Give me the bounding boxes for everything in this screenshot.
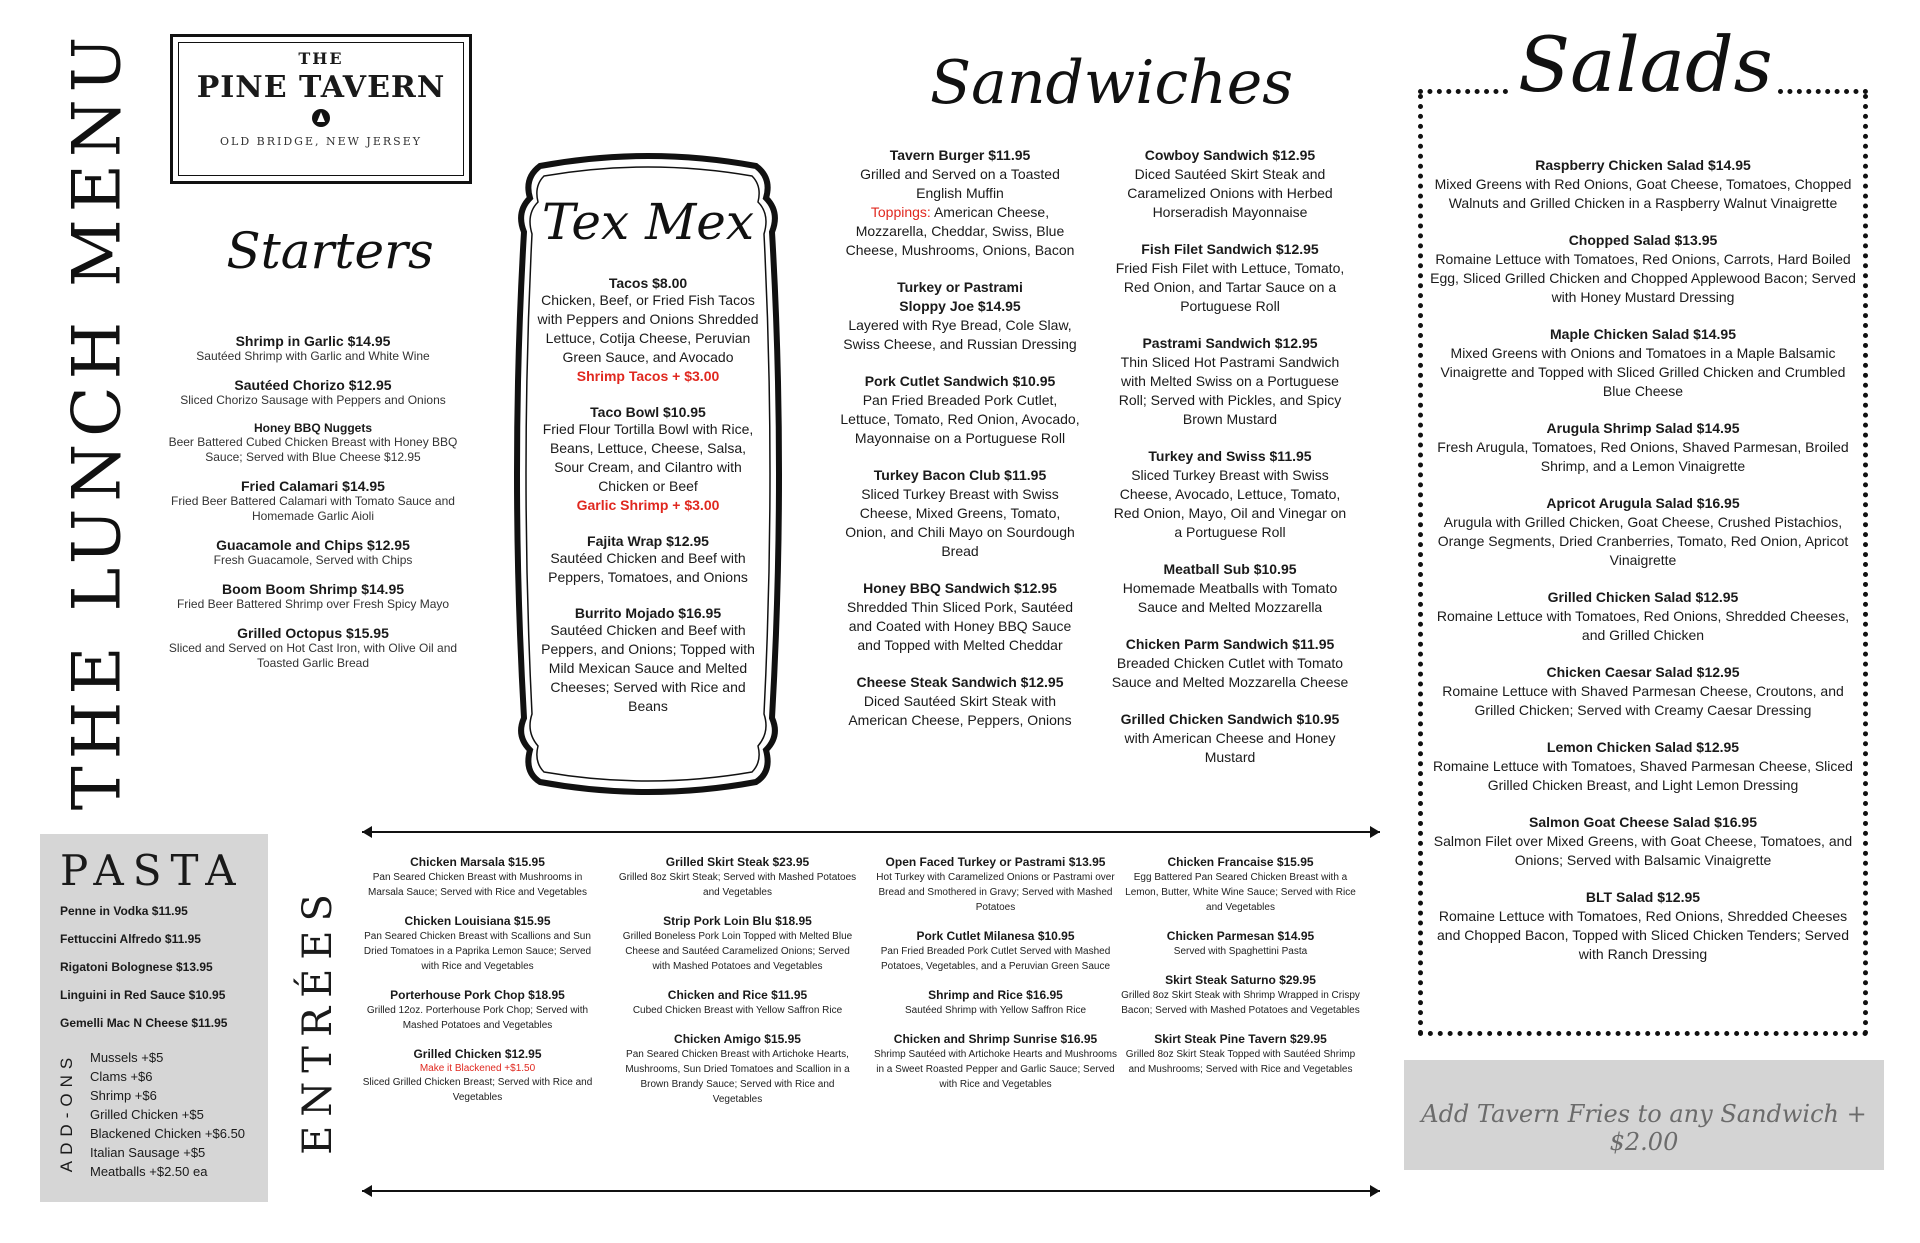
menu-item	[1110, 334, 1350, 429]
lunch-menu-title	[52, 29, 142, 811]
item-name: Grilled Chicken $12.95	[413, 1047, 542, 1061]
item-name: Cheese Steak Sandwich $12.95	[856, 674, 1064, 690]
menu-item	[1428, 419, 1858, 476]
menu-item	[840, 372, 1080, 448]
item-name: Open Faced Turkey or Pastrami $13.95	[885, 855, 1106, 869]
item-desc: Romaine Lettuce with Shaved Parmesan Cheese, Croutons, and Grilled Chicken; Served with Creamy Caesar Dressing	[1442, 683, 1844, 718]
menu-item	[873, 1032, 1118, 1092]
texmex-heading: Tex Mex	[541, 193, 755, 251]
item-desc: Grilled 8oz Skirt Steak; Served with Mashed Potatoes and Vegetables	[618, 872, 857, 898]
menu-item	[1110, 447, 1350, 542]
salads-top-dots-left	[1418, 89, 1508, 94]
logo-the: THE	[298, 49, 344, 68]
entrees-column-3	[873, 855, 1118, 1106]
logo-location: OLD BRIDGE, NEW JERSEY	[220, 135, 422, 148]
item-name: Turkey Bacon Club $11.95	[873, 467, 1047, 483]
menu-item	[168, 625, 458, 671]
item-desc: Sliced and Served on Hot Cast Iron, with Olive Oil and Toasted Garlic Bread	[168, 641, 458, 670]
menu-item	[168, 537, 458, 568]
item-desc: Sliced Chorizo Sausage with Peppers and Onions	[180, 393, 446, 407]
item-name: Cowboy Sandwich $12.95	[1144, 147, 1316, 163]
pasta-item: Fettuccini Alfredo $11.95	[60, 932, 201, 946]
item-desc: Sliced Turkey Breast with Swiss Cheese, Mixed Greens, Tomato, Onion, and Chili Mayo on Sourdough Bread	[845, 486, 1075, 559]
toppings-line	[840, 203, 1080, 260]
menu-item	[1110, 146, 1350, 222]
entrees-top-arrow	[362, 831, 1380, 833]
item-desc: Grilled 8oz Skirt Steak Topped with Sautéed Shrimp and Mushrooms; Served with Rice and Vegetables	[1125, 1049, 1356, 1075]
item-desc: Shrimp Sautéed with Artichoke Hearts and Mushrooms in a Sweet Roasted Pepper and Garlic Sauce; Served with Rice and Vegetables	[874, 1049, 1117, 1090]
addons-heading-text: ADD-ONS	[57, 1051, 76, 1173]
item-addon: Shrimp Tacos + $3.00	[576, 368, 720, 384]
item-desc: Romaine Lettuce with Tomatoes, Red Onions, Shredded Cheeses, and Grilled Chicken	[1436, 608, 1850, 643]
item-name: Raspberry Chicken Salad $14.95	[1535, 157, 1751, 173]
item-name: Turkey or Pastrami	[897, 279, 1023, 295]
item-name: Porterhouse Pork Chop $18.95	[390, 988, 565, 1002]
item-desc: Fresh Arugula, Tomatoes, Red Onions, Shaved Parmesan, Broiled Shrimp, and a Lemon Vinaigrette	[1437, 439, 1849, 474]
item-name: Grilled Skirt Steak $23.95	[665, 855, 810, 869]
menu-item	[615, 855, 860, 900]
item-name: Guacamole and Chips $12.95	[216, 537, 410, 553]
item-desc: Layered with Rye Bread, Cole Slaw, Swiss Cheese, and Russian Dressing	[843, 317, 1077, 352]
addons-list	[90, 1048, 260, 1181]
item-name: Chicken Parm Sandwich $11.95	[1125, 636, 1335, 652]
starters-list	[168, 333, 458, 684]
item-desc: Romaine Lettuce with Tomatoes, Red Onions, Shredded Cheeses and Chopped Bacon, Topped with Sliced Chicken Tenders; Served with Ranch Dressing	[1437, 908, 1849, 962]
menu-item	[840, 579, 1080, 655]
item-name: Turkey and Swiss $11.95	[1148, 448, 1312, 464]
menu-item	[840, 466, 1080, 561]
entrees-column-1	[355, 855, 600, 1119]
item-desc: Salmon Filet over Mixed Greens, with Goat Cheese, Tomatoes, and Onions; Served with Balsamic Vinaigrette	[1433, 833, 1853, 868]
item-name: Pastrami Sandwich $12.95	[1142, 335, 1318, 351]
menu-item	[535, 533, 761, 587]
item-name: Fried Calamari $14.95	[241, 478, 385, 494]
item-name: Honey BBQ Nuggets	[253, 421, 372, 435]
item-name: Grilled Chicken Sandwich $10.95	[1120, 711, 1340, 727]
add-fries-banner	[1404, 1060, 1884, 1170]
menu-item	[1110, 240, 1350, 316]
item-desc: Hot Turkey with Caramelized Onions or Pastrami over Bread and Smothered in Gravy; Served with Mashed Potatoes	[876, 872, 1115, 913]
item-name-line2: Sloppy Joe $14.95	[899, 298, 1021, 314]
item-name: Boom Boom Shrimp $14.95	[221, 581, 405, 597]
menu-item	[535, 605, 761, 716]
starters-heading: Starters	[226, 222, 434, 280]
item-name: Apricot Arugula Salad $16.95	[1546, 495, 1740, 511]
menu-item	[168, 581, 458, 612]
item-name: Burrito Mojado $16.95	[574, 605, 722, 621]
item-desc: Romaine Lettuce with Tomatoes, Red Onions, Carrots, Hard Boiled Egg, Sliced Grilled Chicken and Chopped Applewood Bacon; Served with Honey Mustard Dressing	[1430, 251, 1856, 305]
menu-item	[873, 988, 1118, 1018]
menu-item	[840, 673, 1080, 730]
sandwiches-left-column	[840, 146, 1080, 748]
item-name: Chicken Marsala $15.95	[410, 855, 545, 869]
entrees-column-2	[615, 855, 860, 1121]
menu-item	[168, 333, 458, 364]
item-name: Pork Cutlet Sandwich $10.95	[864, 373, 1056, 389]
menu-item	[1428, 738, 1858, 795]
item-desc: Fresh Guacamole, Served with Chips	[213, 553, 413, 567]
menu-item	[355, 914, 600, 974]
menu-item	[168, 377, 458, 408]
entrees-column-4	[1118, 855, 1363, 1091]
sandwiches-right-column	[1110, 146, 1350, 785]
menu-item	[1428, 494, 1858, 570]
addon-item: Meatballs +$2.50 ea	[90, 1164, 208, 1179]
salads-heading: Salads	[1518, 20, 1773, 109]
item-name: Honey BBQ Sandwich $12.95	[863, 580, 1057, 596]
pasta-item: Gemelli Mac N Cheese $11.95	[60, 1016, 228, 1030]
menu-item	[1118, 929, 1363, 959]
item-name: Chicken Amigo $15.95	[674, 1032, 801, 1046]
sandwiches-heading: Sandwiches	[930, 48, 1294, 118]
item-desc: Fried Flour Tortilla Bowl with Rice, Beans, Lettuce, Cheese, Salsa, Sour Cream, and Cilantro with Chicken or Beef	[542, 421, 754, 494]
pasta-item: Rigatoni Bolognese $13.95	[60, 960, 213, 974]
addon-item: Grilled Chicken +$5	[90, 1107, 204, 1122]
entrees-heading-text: ENTRÉES	[295, 885, 341, 1155]
item-desc: Homemade Meatballs with Tomato Sauce and Melted Mozzarella	[1122, 580, 1338, 615]
item-addon: Make it Blackened +$1.50	[419, 1063, 536, 1074]
item-desc: with American Cheese and Honey Mustard	[1124, 730, 1336, 765]
menu-item	[1118, 1032, 1363, 1077]
item-name: Maple Chicken Salad $14.95	[1550, 326, 1736, 342]
menu-item	[1428, 813, 1858, 870]
lunch-menu-title-text: THE LUNCH MENU	[58, 29, 136, 811]
item-desc: Grilled and Served on a Toasted English Muffin	[860, 166, 1060, 201]
toppings-label: Toppings:	[870, 204, 931, 220]
entrees-bottom-arrow	[362, 1190, 1380, 1192]
menu-item	[1428, 588, 1858, 645]
item-name: Chicken Parmesan $14.95	[1166, 929, 1315, 943]
logo-name: PINE TAVERN	[196, 70, 446, 105]
item-desc: Diced Sautéed Skirt Steak and Caramelized Onions with Herbed Horseradish Mayonnaise	[1127, 166, 1333, 220]
menu-item	[1110, 635, 1350, 692]
item-name: Salmon Goat Cheese Salad $16.95	[1529, 814, 1757, 830]
menu-item	[873, 929, 1118, 974]
menu-item	[840, 146, 1080, 260]
item-name: Shrimp in Garlic $14.95	[235, 333, 391, 349]
menu-item	[1428, 888, 1858, 964]
pasta-heading: PASTA	[60, 846, 245, 895]
pine-tavern-logo	[170, 34, 472, 184]
menu-item	[535, 275, 761, 386]
item-desc: Pan Fried Breaded Pork Cutlet, Lettuce, Tomato, Red Onion, Avocado, Mayonnaise on a Portuguese Roll	[840, 392, 1080, 446]
item-name: Chicken Louisiana $15.95	[404, 914, 551, 928]
item-name: Strip Pork Loin Blu $18.95	[663, 914, 812, 928]
menu-item	[1428, 156, 1858, 213]
salads-top-dots-right	[1778, 89, 1868, 94]
menu-item	[355, 855, 600, 900]
item-desc: Beer Battered Cubed Chicken Breast with Honey BBQ Sauce; Served with Blue Cheese $12.95	[168, 435, 458, 464]
item-desc: Cubed Chicken Breast with Yellow Saffron Rice	[632, 1005, 843, 1016]
item-desc: Fried Beer Battered Shrimp over Fresh Spicy Mayo	[176, 597, 450, 611]
item-name: Pork Cutlet Milanesa $10.95	[916, 929, 1075, 943]
item-desc: Fried Beer Battered Calamari with Tomato Sauce and Homemade Garlic Aioli	[171, 494, 455, 523]
menu-item	[1428, 663, 1858, 720]
menu-item	[1428, 231, 1858, 307]
pine-tree-icon	[312, 109, 330, 127]
item-name: Arugula Shrimp Salad $14.95	[1546, 420, 1740, 436]
menu-item	[873, 855, 1118, 915]
salads-list	[1428, 156, 1858, 982]
menu-item	[535, 404, 761, 515]
item-name: Tacos $8.00	[608, 275, 688, 291]
item-desc: Mixed Greens with Onions and Tomatoes in a Maple Balsamic Vinaigrette and Topped with Sliced Grilled Chicken and Crumbled Blue Cheese	[1440, 345, 1846, 399]
item-desc: Pan Fried Breaded Pork Cutlet Served with Mashed Potatoes, Vegetables, and a Peruvian Green Sauce	[880, 946, 1111, 972]
item-desc: Pan Seared Chicken Breast with Mushrooms in Marsala Sauce; Served with Rice and Vegetables	[367, 872, 587, 898]
item-desc: Grilled Boneless Pork Loin Topped with Melted Blue Cheese and Sautéed Caramelized Onions; Served with Mashed Potatoes and Vegetables	[622, 931, 853, 972]
item-desc: Thin Sliced Hot Pastrami Sandwich with Melted Swiss on a Portuguese Roll; Served with Pickles, and Spicy Brown Mustard	[1118, 354, 1342, 427]
item-name: Meatball Sub $10.95	[1163, 561, 1297, 577]
menu-item	[355, 1047, 600, 1105]
item-name: Taco Bowl $10.95	[590, 404, 706, 420]
addon-item: Clams +$6	[90, 1069, 153, 1084]
item-desc: Sautéed Chicken and Beef with Peppers, and Onions; Topped with Mild Mexican Sauce and Melted Cheeses; Served with Rice and Beans	[541, 622, 755, 714]
add-fries-text: Add Tavern Fries to any Sandwich + $2.00	[1421, 1100, 1867, 1156]
item-name: BLT Salad $12.95	[1585, 889, 1701, 905]
item-name: Chicken Francaise $15.95	[1167, 855, 1314, 869]
item-desc: Breaded Chicken Cutlet with Tomato Sauce and Melted Mozzarella Cheese	[1111, 655, 1349, 690]
item-desc: Egg Battered Pan Seared Chicken Breast with a Lemon, Butter, White Wine Sauce; Served with Rice and Vegetables	[1125, 872, 1356, 913]
item-name: Sautéed Chorizo $12.95	[234, 377, 392, 393]
menu-item	[1118, 855, 1363, 915]
item-desc: Sliced Grilled Chicken Breast; Served with Rice and Vegetables	[362, 1077, 593, 1103]
menu-item	[840, 278, 1080, 354]
menu-item	[615, 1032, 860, 1107]
item-desc: Shredded Thin Sliced Pork, Sautéed and Coated with Honey BBQ Sauce and Topped with Melted Cheddar	[846, 599, 1074, 653]
item-addon: Garlic Shrimp + $3.00	[576, 497, 720, 513]
item-desc: Romaine Lettuce with Tomatoes, Shaved Parmesan Cheese, Sliced Grilled Chicken Breast, and Light Lemon Dressing	[1433, 758, 1853, 793]
item-desc: Mixed Greens with Red Onions, Goat Cheese, Tomatoes, Chopped Walnuts and Grilled Chicken in a Raspberry Walnut Vinaigrette	[1434, 176, 1852, 211]
addon-item: Shrimp +$6	[90, 1088, 157, 1103]
addon-item: Mussels +$5	[90, 1050, 164, 1065]
item-name: Chicken and Shrimp Sunrise $16.95	[893, 1032, 1098, 1046]
toppings-list: American Cheese, Mozzarella, Cheddar, Swiss, Blue Cheese, Mushrooms, Onions, Bacon	[845, 204, 1075, 258]
item-desc: Pan Seared Chicken Breast with Artichoke Hearts, Mushrooms, Sun Dried Tomatoes and Scallion in a Brown Brandy Sauce; Served with Rice and Vegetables	[625, 1049, 850, 1105]
item-name: Fish Filet Sandwich $12.95	[1141, 241, 1319, 257]
menu-item	[1428, 325, 1858, 401]
pasta-list	[60, 904, 260, 1044]
item-name: Chicken and Rice $11.95	[667, 988, 808, 1002]
item-desc: Grilled 12oz. Porterhouse Pork Chop; Served with Mashed Potatoes and Vegetables	[366, 1005, 589, 1031]
menu-item	[355, 988, 600, 1033]
item-name: Fajita Wrap $12.95	[587, 533, 709, 549]
addons-heading	[50, 1044, 84, 1180]
item-desc: Sautéed Chicken and Beef with Peppers, Tomatoes, and Onions	[548, 550, 748, 585]
pasta-item: Linguini in Red Sauce $10.95	[60, 988, 226, 1002]
item-desc: Served with Spaghettini Pasta	[1173, 946, 1308, 957]
menu-item	[1110, 710, 1350, 767]
menu-item	[168, 478, 458, 524]
item-name: Shrimp and Rice $16.95	[928, 988, 1063, 1002]
item-name: Chicken Caesar Salad $12.95	[1546, 664, 1740, 680]
item-name: Lemon Chicken Salad $12.95	[1546, 739, 1740, 755]
item-desc: Arugula with Grilled Chicken, Goat Cheese, Crushed Pistachios, Orange Segments, Dried Cranberries, Tomato, Red Onion, Apricot Vinaigrette	[1437, 514, 1849, 568]
addon-item: Italian Sausage +$5	[90, 1145, 206, 1160]
item-desc: Grilled 8oz Skirt Steak with Shrimp Wrapped in Crispy Bacon; Served with Mashed Potatoes and Vegetables	[1121, 990, 1360, 1016]
item-name: Grilled Chicken Salad $12.95	[1547, 589, 1739, 605]
item-desc: Sautéed Shrimp with Yellow Saffron Rice	[904, 1005, 1087, 1016]
item-desc: Sautéed Shrimp with Garlic and White Wine	[196, 349, 430, 363]
texmex-list	[535, 275, 761, 734]
item-name: Grilled Octopus $15.95	[237, 625, 389, 641]
item-name: Skirt Steak Pine Tavern $29.95	[1154, 1032, 1327, 1046]
item-name: Tavern Burger $11.95	[889, 147, 1031, 163]
menu-item	[1110, 560, 1350, 617]
entrees-heading	[290, 870, 346, 1170]
menu-item	[615, 914, 860, 974]
menu-item	[168, 421, 458, 465]
item-desc: Diced Sautéed Skirt Steak with American Cheese, Peppers, Onions	[848, 693, 1072, 728]
menu-item	[1118, 973, 1363, 1018]
item-desc: Sliced Turkey Breast with Swiss Cheese, Avocado, Lettuce, Tomato, Red Onion, Mayo, Oil and Vinegar on a Portuguese Roll	[1113, 467, 1347, 540]
item-desc: Pan Seared Chicken Breast with Scallions and Sun Dried Tomatoes in a Paprika Lemon Sauce; Served with Rice and Vegetables	[363, 931, 592, 972]
item-name: Skirt Steak Saturno $29.95	[1165, 973, 1316, 987]
item-desc: Chicken, Beef, or Fried Fish Tacos with Peppers and Onions Shredded Lettuce, Cotija Cheese, Peruvian Green Sauce, and Avocado	[537, 292, 759, 365]
pasta-item: Penne in Vodka $11.95	[60, 904, 188, 918]
addon-item: Blackened Chicken +$6.50	[90, 1126, 246, 1141]
item-desc: Fried Fish Filet with Lettuce, Tomato, Red Onion, and Tartar Sauce on a Portuguese Roll	[1115, 260, 1345, 314]
menu-item	[615, 988, 860, 1018]
item-name: Chopped Salad $13.95	[1568, 232, 1718, 248]
